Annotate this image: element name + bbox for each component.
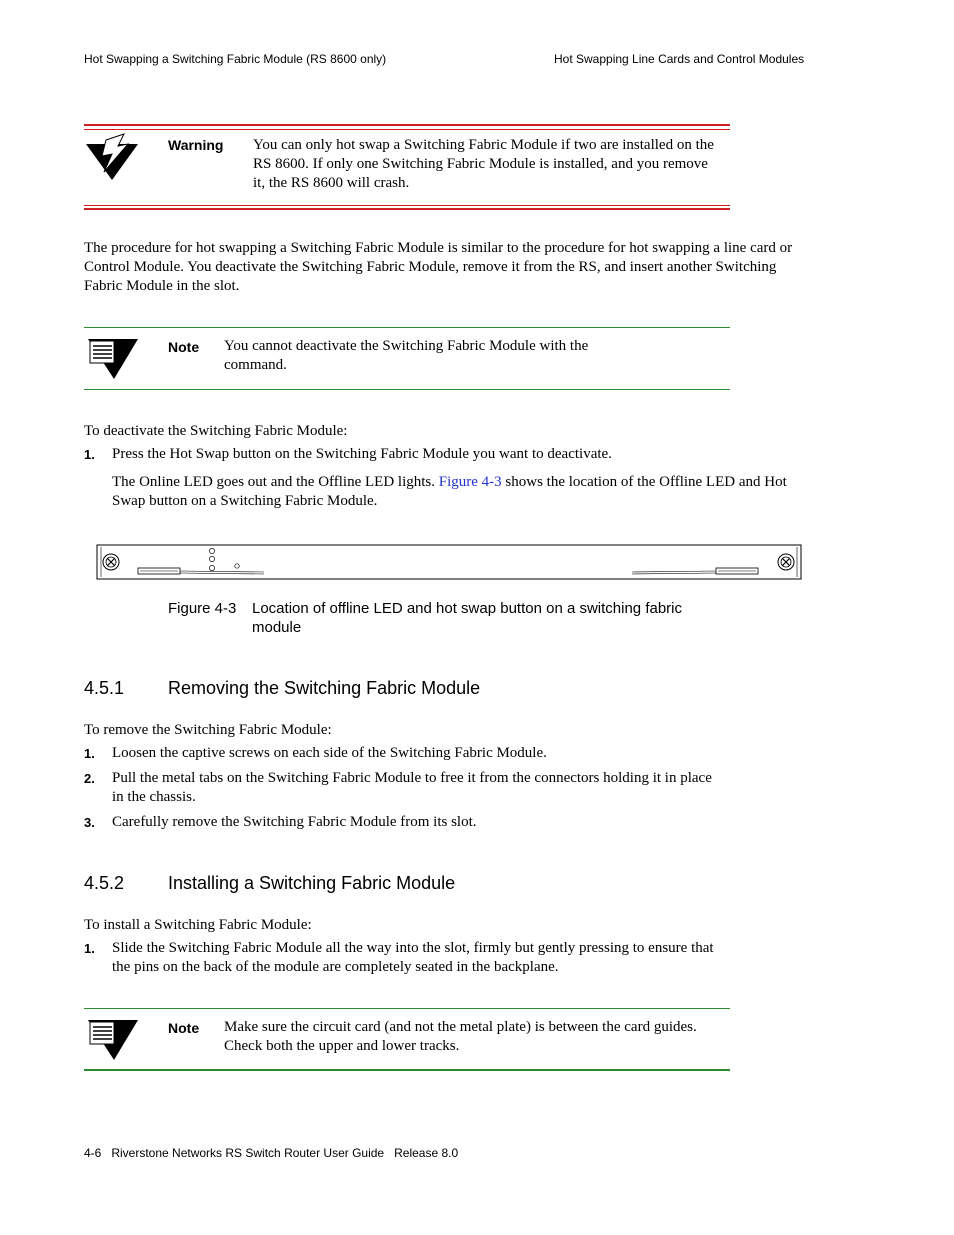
intro-paragraph	[84, 239, 792, 296]
note2-line: Check both the upper and lower tracks.	[224, 1038, 460, 1054]
note1-bottom-rule	[84, 389, 730, 390]
remove-step-number: 2.	[84, 771, 95, 786]
remove-step-number: 3.	[84, 815, 95, 830]
page-footer: 4-6 Riverstone Networks RS Switch Router User Guide Release 8.0	[84, 1146, 459, 1160]
remove-lead: To remove the Switching Fabric Module:	[84, 722, 332, 738]
para-text: shows the location of the Offline LED and Hot	[505, 474, 787, 490]
deactivate-paragraph	[112, 473, 822, 511]
note2-top-rule	[84, 1008, 730, 1009]
warning-line: it, the RS 8600 will crash.	[253, 175, 410, 191]
warning-top-rule-thin	[84, 129, 730, 130]
section-number: 4.5.1	[84, 678, 125, 698]
deactivate-step-number: 1.	[84, 447, 95, 462]
remove-step-text: Loosen the captive screws on each side of the Switching Fabric Module.	[112, 745, 547, 761]
install-step-text	[112, 939, 714, 977]
running-header-left: Hot Swapping a Switching Fabric Module (RS 8600 only)	[84, 52, 387, 66]
note1-top-rule	[84, 327, 730, 328]
para-text: The Online LED goes out and the Offline LED lights.	[112, 474, 435, 490]
note1-label: Note	[168, 339, 200, 355]
figure-caption-line: module	[252, 619, 302, 636]
warning-text	[253, 136, 714, 193]
warning-top-rule	[84, 124, 730, 126]
hot-swap-button	[235, 564, 239, 568]
intro-line: The procedure for hot swapping a Switching Fabric Module is similar to the procedure for hot swapping a line card or	[84, 240, 793, 256]
install-step-number: 1.	[84, 941, 95, 956]
remove-step-text	[112, 769, 712, 807]
warning-label: Warning	[168, 137, 224, 153]
deactivate-paragraph-line2: Swap button on a Switching Fabric Module.	[112, 493, 378, 509]
note1-text	[224, 337, 588, 375]
remove-step-line: Pull the metal tabs on the Switching Fabric Module to free it from the connectors holding it in place	[112, 770, 712, 786]
note-pad-icon	[86, 1018, 140, 1062]
section-title: Removing the Switching Fabric Module	[168, 678, 481, 698]
warning-line: RS 8600. If only one Switching Fabric Module is installed, and you remove	[253, 156, 708, 172]
figure-caption	[252, 599, 682, 637]
remove-step-line: in the chassis.	[112, 789, 196, 805]
note2-bottom-rule	[84, 1069, 730, 1071]
section-number: 4.5.2	[84, 873, 125, 893]
note2-text	[224, 1018, 697, 1056]
install-step-line: the pins on the back of the module are completely seated in the backplane.	[112, 959, 559, 975]
note1-line: command.	[224, 357, 287, 373]
section-title: Installing a Switching Fabric Module	[168, 873, 456, 893]
warning-line: You can only hot swap a Switching Fabric Module if two are installed on the	[253, 137, 714, 153]
remove-step-text: Carefully remove the Switching Fabric Module from its slot.	[112, 814, 477, 830]
deactivate-lead: To deactivate the Switching Fabric Module:	[84, 423, 348, 439]
status-leds	[209, 548, 214, 570]
note2-line: Make sure the circuit card (and not the metal plate) is between the card guides.	[224, 1019, 697, 1035]
deactivate-step-text: Press the Hot Swap button on the Switching Fabric Module you want to deactivate.	[112, 446, 612, 462]
note1-line: You cannot deactivate the Switching Fabric Module with the	[224, 338, 589, 354]
switching-fabric-module-diagram	[96, 544, 802, 580]
figure-4-3-link[interactable]: Figure 4-3	[438, 474, 502, 490]
figure-caption-line: Location of offline LED and hot swap button on a switching fabric	[252, 600, 682, 617]
remove-step-number: 1.	[84, 746, 95, 761]
intro-line: Fabric Module in the slot.	[84, 278, 240, 294]
running-header-right: Hot Swapping Line Cards and Control Modules	[554, 52, 805, 66]
deactivate-paragraph-line1	[112, 473, 822, 492]
intro-line: Control Module. You deactivate the Switching Fabric Module, remove it from the RS, and insert another Switching	[84, 259, 777, 275]
figure-number: Figure 4-3	[168, 600, 237, 617]
left-captive-screw-icon	[103, 554, 119, 570]
note2-label: Note	[168, 1020, 200, 1036]
warning-lightning-icon	[84, 132, 140, 182]
warning-bottom-rule-thin	[84, 205, 730, 206]
right-captive-screw-icon	[778, 554, 794, 570]
install-step-line: Slide the Switching Fabric Module all the way into the slot, firmly but gently pressing to ensure that	[112, 940, 714, 956]
note-pad-icon	[86, 337, 140, 381]
install-lead: To install a Switching Fabric Module:	[84, 917, 312, 933]
warning-bottom-rule	[84, 208, 730, 210]
